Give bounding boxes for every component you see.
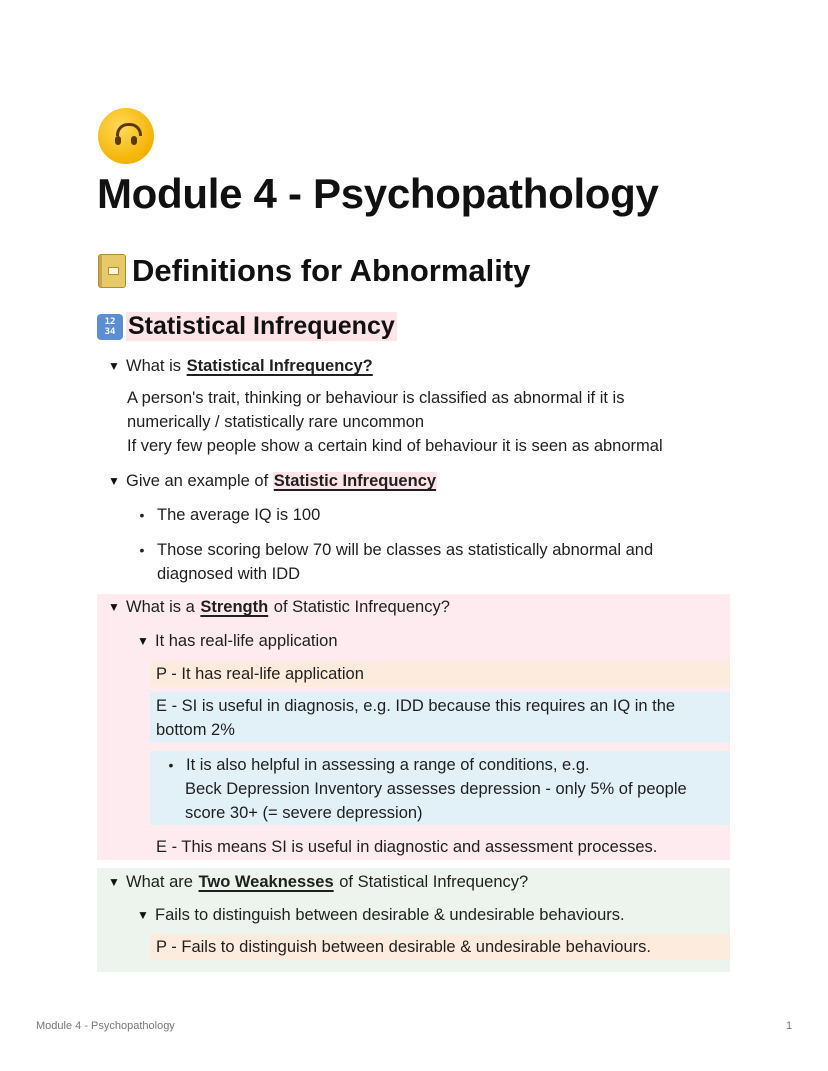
q1-answer-line-1: A person's trait, thinking or behaviour is classified as abnormal if it is (127, 389, 625, 407)
subsection-heading (97, 312, 397, 341)
toggle-triangle-icon[interactable]: ▼ (108, 359, 120, 373)
toggle-triangle-icon[interactable]: ▼ (108, 875, 120, 889)
q2-bullet-1-text: The average IQ is 100 (157, 506, 321, 524)
toggle-q2[interactable] (108, 469, 437, 493)
q2-bullet-1 (127, 503, 320, 527)
q3-bullet (156, 753, 590, 777)
toggle-q3-suffix: of Statistic Infrequency? (269, 598, 450, 616)
subsection-heading-text: Statistical Infrequency (128, 312, 395, 340)
q2-bullet-2 (127, 538, 653, 562)
q3-bullet-line-3: score 30+ (= severe depression) (185, 804, 423, 822)
q3-bullet-line-1: It is also helpful in assessing a range of conditions, e.g. (186, 756, 590, 774)
toggle-q4-prefix: What are (126, 873, 198, 891)
bullet-dot-icon: • (168, 757, 174, 773)
toggle-triangle-icon[interactable]: ▼ (108, 600, 120, 614)
toggle-triangle-icon[interactable]: ▼ (137, 634, 149, 648)
toggle-q2-prefix: Give an example of (126, 472, 273, 490)
q2-bullet-2-line-1: Those scoring below 70 will be classes as statistically abnormal and (157, 541, 654, 559)
toggle-q3-sub-text: It has real-life application (155, 632, 338, 650)
q4-point: P - Fails to distinguish between desirable & undesirable behaviours. (156, 938, 651, 956)
toggle-q1-highlight: Statistical Infrequency? (186, 357, 373, 375)
toggle-q2-highlight: Statistic Infrequency (273, 472, 437, 490)
footer-doc-title: Module 4 - Psychopathology (36, 1020, 175, 1032)
page-title: Module 4 - Psychopathology (97, 170, 659, 217)
q3-explain-line-2: bottom 2% (156, 721, 235, 739)
toggle-q3-prefix: What is a (126, 598, 200, 616)
q3-explain-line-1: E - SI is useful in diagnosis, e.g. IDD because this requires an IQ in the (156, 697, 676, 715)
toggle-q1[interactable] (108, 354, 374, 378)
q3-point: P - It has real-life application (156, 665, 364, 683)
bullet-dot-icon: • (139, 507, 145, 523)
toggle-q3-highlight: Strength (200, 598, 269, 616)
toggle-q4[interactable] (108, 870, 528, 894)
section-heading-text: Definitions for Abnormality (132, 253, 531, 288)
numbers-icon: 12 34 (97, 314, 123, 340)
toggle-triangle-icon[interactable]: ▼ (137, 908, 149, 922)
q1-answer-line-3: If very few people show a certain kind of behaviour it is seen as abnormal (127, 437, 663, 455)
toggle-q3-sub[interactable] (137, 629, 338, 653)
bullet-dot-icon: • (139, 542, 145, 558)
q3-evaluate: E - This means SI is useful in diagnostic and assessment processes. (156, 838, 658, 856)
toggle-q4-suffix: of Statistical Infrequency? (334, 873, 529, 891)
upside-down-face-icon (98, 108, 154, 164)
toggle-q4-sub[interactable] (137, 903, 625, 927)
book-icon (98, 254, 126, 288)
footer-page-number: 1 (786, 1020, 793, 1032)
toggle-q1-prefix: What is (126, 357, 186, 375)
toggle-triangle-icon[interactable]: ▼ (108, 474, 120, 488)
section-heading (98, 253, 530, 289)
q3-bullet-line-2: Beck Depression Inventory assesses depression - only 5% of people (185, 780, 687, 798)
toggle-q3[interactable] (108, 595, 450, 619)
toggle-q4-highlight: Two Weaknesses (198, 873, 334, 891)
q1-answer-line-2: numerically / statistically rare uncommon (127, 413, 425, 431)
q2-bullet-2-line-2: diagnosed with IDD (157, 565, 301, 583)
toggle-q4-sub-text: Fails to distinguish between desirable & undesirable behaviours. (155, 906, 625, 924)
